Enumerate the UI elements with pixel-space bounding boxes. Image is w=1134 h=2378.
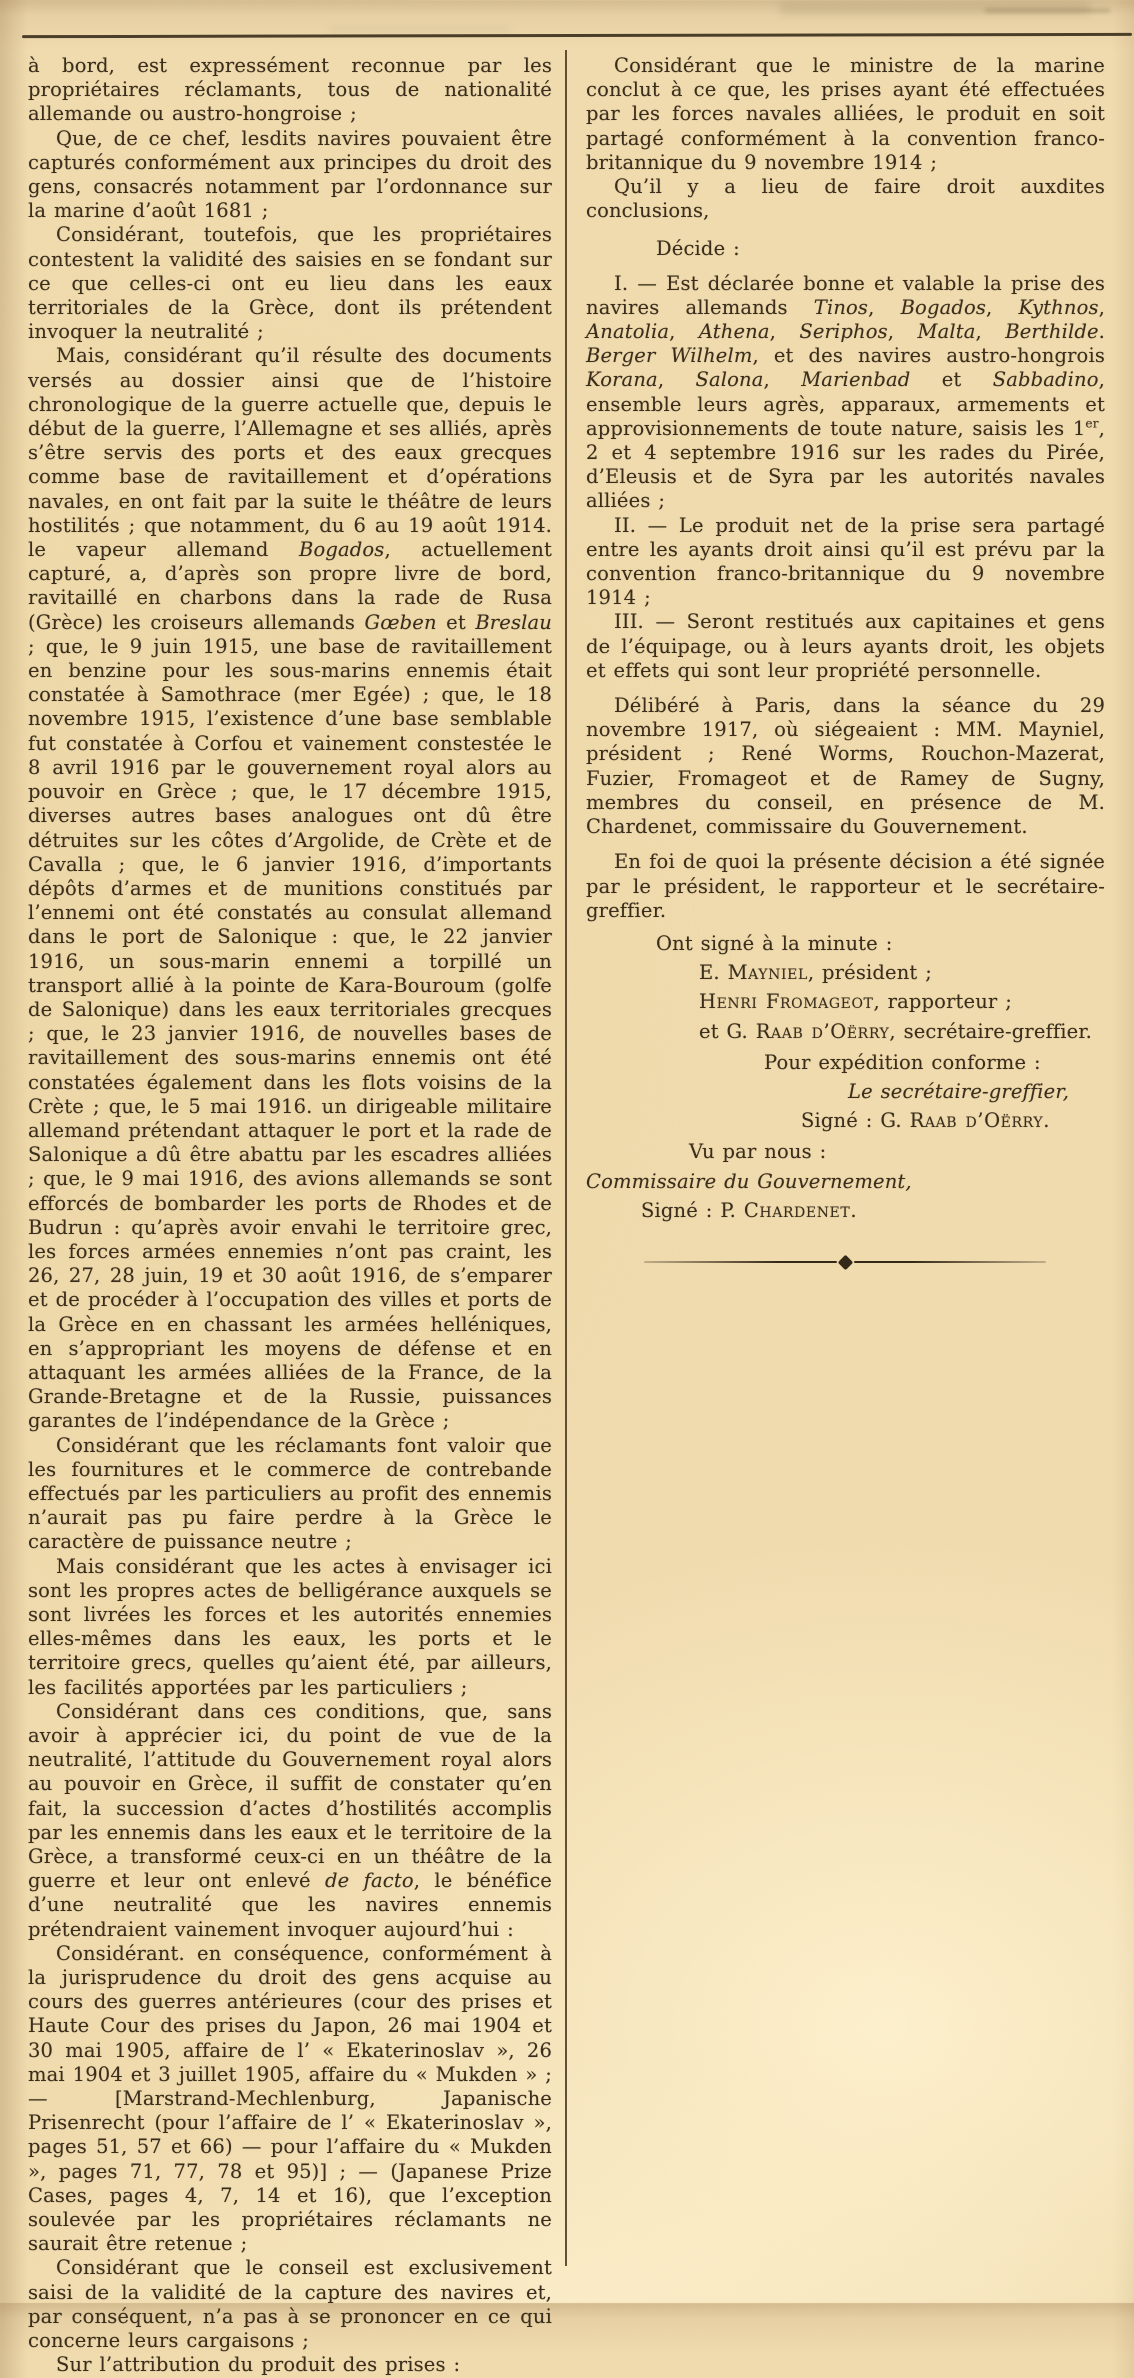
italic-text: Kythnos xyxy=(1018,295,1099,319)
paragraph: Considérant que les réclamants font valoir que les fournitures et le commerce de contrebande effectués par les particuliers au profit des ennemis n’aurait pas pu faire perdre à la Grèce le caractère de puissance neutre ; xyxy=(28,1433,552,1554)
smallcaps-name: Henri Fromageot xyxy=(699,990,874,1014)
divider-line xyxy=(854,1261,1047,1263)
left-text-column xyxy=(28,54,552,2378)
bleed-through-mark xyxy=(985,9,1110,12)
signature-intro: Ont signé à la minute : xyxy=(656,931,893,955)
signature-rapporteur: Henri Fromageot, rapporteur ; xyxy=(699,990,1012,1014)
bleed-through-smudge xyxy=(780,2,1090,15)
column-divider-rule xyxy=(565,50,567,2266)
paragraph: En foi de quoi la présente décision a été signée par le président, le rapporteur et le secrétaire-greffier. xyxy=(586,850,1105,922)
italic-text: Seriphos xyxy=(799,320,888,344)
paragraph: Que, de ce chef, lesdits navires pouvaient être capturés conformément aux principes du droit des gens, consacrés notamment par l’ordonnance sur la marine d’août 1681 ; xyxy=(28,126,552,223)
paragraph: I. — Est déclarée bonne et valable la prise des navires allemands Tinos, Bogados, Kythnos, Anatolia, Athena, Seriphos, Malta, Berthilde. Berger Wilhelm, et des navires austro-hongrois Korana, Salona, Marienbad et Sabbadino, ensemble leurs agrès, apparaux, armements et approvisionnements de toute nature, saisis les 1er, 2 et 4 septembre 1916 sur les rades du Pirée, d’Eleusis et de Syra par les autorités navales alliées ; xyxy=(586,271,1106,513)
italic-text: Berger Wilhelm xyxy=(586,344,753,368)
certifier-signature: Signé : G. Raab d’Oërry. xyxy=(801,1109,1050,1133)
paragraph: Qu’il y a lieu de faire droit auxdites conclusions, xyxy=(586,175,1105,223)
decide-heading: Décide : xyxy=(656,237,740,261)
section-end-ornament xyxy=(644,1257,1046,1268)
italic-text: Marienbad xyxy=(801,368,911,392)
italic-text: Berthilde xyxy=(1005,320,1099,344)
italic-text: Gœben xyxy=(364,610,437,634)
paragraph: Considérant dans ces conditions, que, sans avoir à apprécier ici, du point de vue de la neutralité, l’attitude du Gouvernement royal alors au pouvoir en Grèce, il suffit de constater qu’en fait, la succession d’actes d’hostilités accomplis par les ennemis dans les eaux et le territoire de la Grèce, a transformé ceux-ci en un théâtre de la guerre et leur ont enlevé de facto, le bénéfice d’une neutralité que les navires ennemis prétendraient vainement invoquer aujourd’hui : xyxy=(28,1699,552,1941)
italic-text: de facto xyxy=(325,1869,414,1893)
italic-text: Malta xyxy=(917,320,976,344)
italic-text: Athena xyxy=(698,320,770,344)
paragraph: Considérant, toutefois, que les propriétaires contestent la validité des saisies en se fondant sur ce que celles-ci ont eu lieu dans les eaux territoriales de la Grèce, dont ils prétendent invoquer la neutralité ; xyxy=(28,223,552,344)
commissaire-title: Commissaire du Gouvernement, xyxy=(586,1169,912,1193)
italic-text: Salona xyxy=(695,368,764,392)
paragraph: à bord, est expressément reconnue par les propriétaires réclamants, tous de nationalité allemande ou austro-hongroise ; xyxy=(28,54,552,126)
certification-line: Pour expédition conforme : xyxy=(764,1050,1041,1074)
paragraph: Considérant que le conseil est exclusivement saisi de la validité de la capture des navires et, par conséquent, n’a pas à se prononcer en ce qui concerne leurs cargaisons ; xyxy=(28,2256,552,2353)
smallcaps-name: Chardenet xyxy=(743,1198,851,1222)
italic-text: Korana xyxy=(586,368,658,392)
paragraph: Considérant que le ministre de la marine conclut à ce que, les prises ayant été effectuées par les forces navales alliées, le produit en soit partagé conformément à la convention franco-britannique du 9 novembre 1914 ; xyxy=(586,54,1105,174)
paragraph: Délibéré à Paris, dans la séance du 29 novembre 1917, où siégeaient : MM. Mayniel, président ; René Worms, Rouchon-Mazerat, Fuzier, Fromageot et de Ramey de Sugny, membres du conseil, en présence de M. Chardenet, commissaire du Gouvernement. xyxy=(586,694,1105,839)
divider-line xyxy=(644,1261,837,1263)
paragraph: Mais, considérant qu’il résulte des documents versés au dossier ainsi que de l’histoire chronologique de la guerre actuelle que, depuis le début de la guerre, l’Allemagne et ses alliés, après s’être servis des ports et des eaux grecques comme base de ravitaillement et d’opérations navales, en ont fait par la suite le théâtre de leurs hostilités ; que notamment, du 6 au 19 août 1914. le vapeur allemand Bogados, actuellement capturé, a, d’après son propre livre de bord, ravitaillé en charbons dans la rade de Rusa (Grèce) les croiseurs allemands Gœben et Breslau ; que, le 9 juin 1915, une base de ravitaillement en benzine pour les sous-marins ennemis était constatée à Samothrace (mer Egée) ; que, le 18 novembre 1915, l’existence d’une base semblable fut constatée à Corfou et vainement constestée le 8 avril 1916 par le gouvernement royal alors au pouvoir en Grèce ; que, le 17 décembre 1915, diverses autres bases analogues ont dû être détruites sur les côtes d’Argolide, de Crète et de Cavalla ; que, le 6 janvier 1916, d’importants dépôts d’armes et de munitions constitués par l’ennemi ont été constatés au consulat allemand dans le port de Salonique : que, le 22 janvier 1916, un sous-marin ennemi a torpillé un transport allié à la pointe de Kara-Bouroum (golfe de Salonique) dans les eaux territoriales grecques ; que, le 23 janvier 1916, de nouvelles bases de ravitaillement des sous-marins ennemis ont été constatées également dans les flots voisins de la Crète ; que, le 5 mai 1916. un dirigeable militaire allemand prétendant attaquer le port et la rade de Salonique a dû être abattu par les escadres alliées ; que, le 9 mai 1916, des avions allemands se sont efforcés de bombarder les ports de Rhodes et de Budrun : qu’après avoir envahi le territoire grec, les forces armées ennemies n’ont pas craint, les 26, 27, 28 juin, 19 et 30 août 1916, de s’emparer et de procéder à l’occupation des villes et ports de la Grèce en en chassant les armées helléniques, en s’appropriant les moyens de défense et en attaquant les armées alliées de la France, de la Grande-Bretagne et de la Russie, puissances garantes de l’indépendance de la Grèce ; xyxy=(28,344,552,1433)
bleed-through-smudge xyxy=(330,26,510,32)
smallcaps-name: Raab d’Oërry xyxy=(909,1109,1044,1133)
diamond-ornament-icon xyxy=(837,1255,853,1271)
paragraph: Considérant. en conséquence, conformément à la jurisprudence du droit des gens acquise au cours des guerres antérieures (cour des prises et Haute Cour des prises du Japon, 26 mai 1904 et 30 mai 1905, affaire de l’ « Ekaterinoslav », 26 mai 1904 et 3 juillet 1905, affaire du « Mukden » ; — [Marstrand-Mechlenburg, Japanische Prisenrecht (pour l’affaire de l’ « Ekaterinoslav », pages 51, 57 et 66) — pour l’affaire du « Mukden », pages 71, 77, 78 et 95)] ; — (Japanese Prize Cases, pages 4, 7, 14 et 16), que l’exception soulevée par les propriétaires réclamants ne saurait être retenue ; xyxy=(28,1941,552,2256)
top-horizontal-rule xyxy=(22,33,1132,38)
italic-text: Bogados xyxy=(298,538,385,562)
smallcaps-name: Mayniel xyxy=(727,961,808,985)
vu-par-nous: Vu par nous : xyxy=(689,1140,827,1164)
signature-president: E. Mayniel, président ; xyxy=(699,961,932,985)
paragraph: III. — Seront restitués aux capitaines et gens de l’équipage, ou à leurs ayants droit, les objets et effets qui sont leur propriété personnelle. xyxy=(586,610,1105,682)
commissaire-signature: Signé : P. Chardenet. xyxy=(641,1198,857,1222)
italic-text: Tinos xyxy=(813,295,869,319)
paragraph: Sur l’attribution du produit des prises : xyxy=(56,2353,461,2377)
italic-text: Anatolia xyxy=(586,320,670,344)
italic-text: Sabbadino xyxy=(992,368,1099,392)
paragraph: II. — Le produit net de la prise sera partagé entre les ayants droit ainsi qu’il est prévu par la convention franco-britannique du 9 novembre 1914 ; xyxy=(586,513,1105,610)
right-text-column xyxy=(586,54,1105,1268)
italic-text: Bogados xyxy=(900,295,987,319)
italic-text: Breslau xyxy=(475,610,552,634)
smallcaps-name: Raab d’Oërry xyxy=(755,1019,890,1043)
certifier-title: Le secrétaire-greffier, xyxy=(848,1079,1070,1103)
paragraph: Mais considérant que les actes à envisager ici sont les propres actes de belligérance auxquels se sont livrées les forces et les autorités ennemies elles-mêmes dans les eaux, les ports et le territoire grecs, quelles qu’aient été, par ailleurs, les facilités apportées par les particuliers ; xyxy=(28,1554,552,1699)
superscript-text: er xyxy=(1085,416,1099,431)
signature-greffier: et G. Raab d’Oërry, secrétaire-greffier. xyxy=(699,1019,1092,1043)
